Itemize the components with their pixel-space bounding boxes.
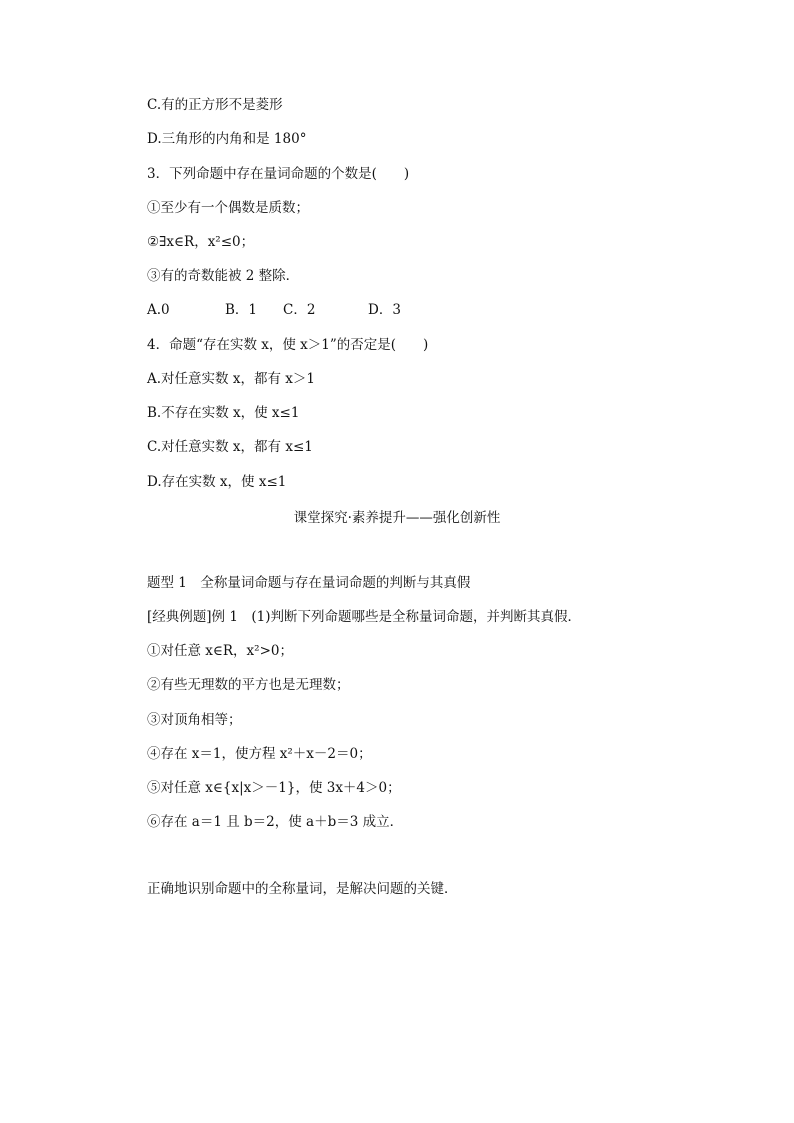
q3-option-a: A.0 [147, 302, 170, 318]
question-4: 4．命题“存在实数 x，使 x＞1”的否定是( ) [147, 337, 429, 353]
q4-option-c: C.对任意实数 x，都有 x≤1 [147, 439, 313, 455]
example-1-item-2: ②有些无理数的平方也是无理数； [147, 677, 350, 693]
example-1-item-4: ④存在 x＝1，使方程 x²＋x－2＝0； [147, 746, 372, 762]
key-tip: 正确地识别命题中的全称量词，是解决问题的关键． [147, 881, 458, 897]
section-heading: 课堂探究·素养提升——强化创新性 [293, 510, 501, 526]
example-1-item-3: ③对顶角相等； [147, 712, 242, 728]
example-1-item-1: ①对任意 x∈R，x²>0； [147, 643, 293, 659]
q3-statement-3: ③有的奇数能被 2 整除． [147, 268, 300, 284]
example-1-item-6: ⑥存在 a＝1 且 b＝2，使 a＋b＝3 成立． [147, 814, 404, 830]
q3-option-b: B．1 [225, 302, 258, 318]
q4-option-b: B.不存在实数 x，使 x≤1 [147, 405, 300, 421]
q3-option-c: C．2 [283, 302, 316, 318]
example-1-intro: [经典例题]例 1 (1)判断下列命题哪些是全称量词命题，并判断其真假． [147, 609, 582, 625]
topic-1-heading: 题型 1 全称量词命题与存在量词命题的判断与其真假 [147, 575, 471, 591]
q4-option-a: A.对任意实数 x，都有 x＞1 [147, 371, 315, 387]
q3-statement-2: ②∃x∈R，x²≤0； [147, 234, 255, 250]
option-d-q2: D.三角形的内角和是 180° [147, 131, 307, 147]
q4-option-d: D.存在实数 x，使 x≤1 [147, 474, 287, 490]
q3-options [147, 301, 401, 319]
question-3: 3．下列命题中存在量词命题的个数是( ) [147, 166, 410, 182]
example-1-item-5: ⑤对任意 x∈{x|x＞－1}，使 3x＋4＞0； [147, 780, 401, 796]
q3-statement-1: ①至少有一个偶数是质数； [147, 200, 309, 216]
q3-option-d: D．3 [368, 302, 401, 318]
option-c-q2: C.有的正方形不是菱形 [147, 97, 283, 113]
